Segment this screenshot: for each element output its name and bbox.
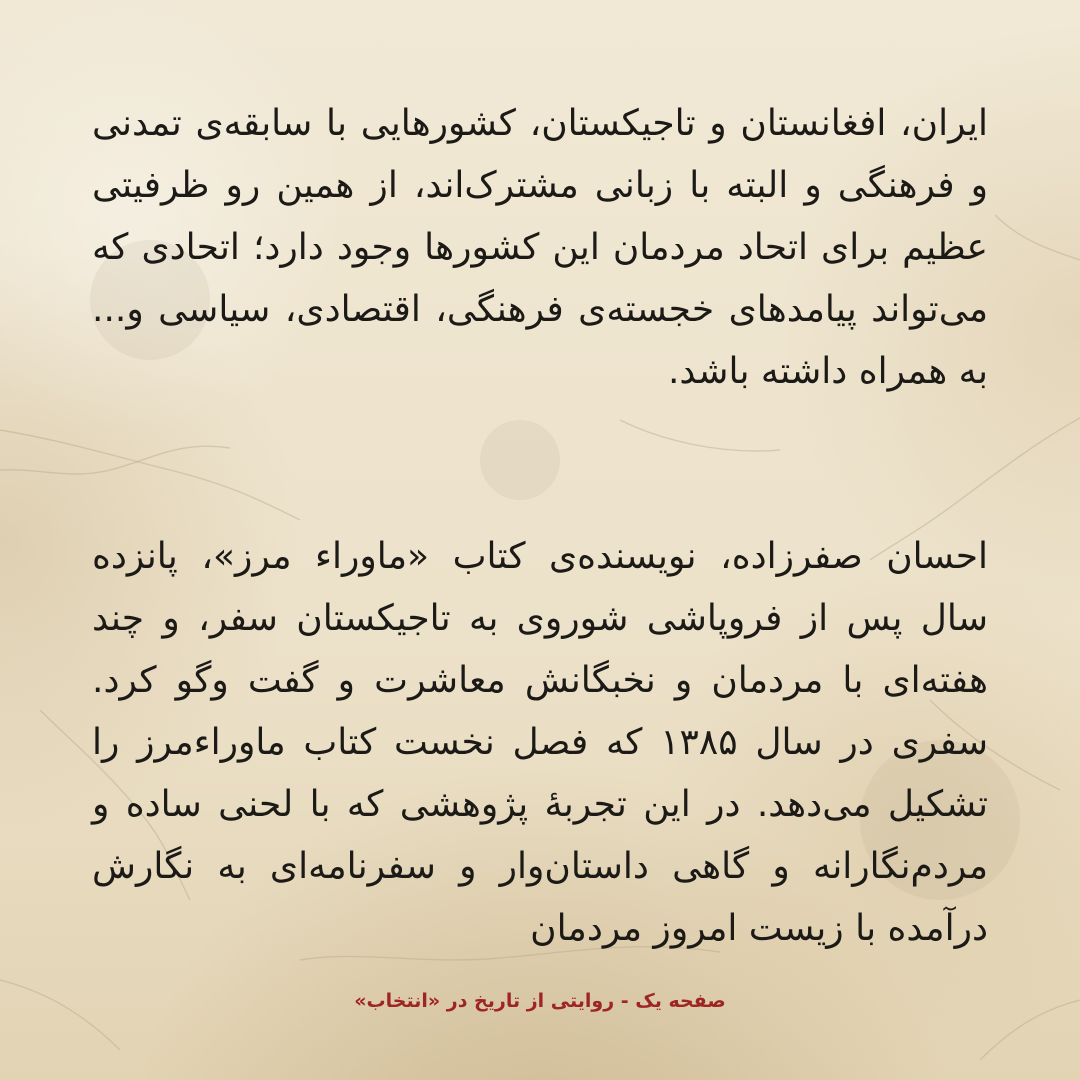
footer-caption: صفحه یک - روایتی از تاریخ در «انتخاب» — [354, 990, 726, 1012]
intro-paragraph: ایران، افغانستان و تاجیکستان، کشورهایی با سابقه‌ی تمدنی و فرهنگی و البته با زبانی مشترک‌اند، از همین رو ظرفیتی عظیم برای اتحاد مردمان این کشورها وجود دارد؛ اتحادی که می‌تواند پیامدهای خجسته‌ی فرهنگی، اقتصادی، سیاسی و... به همراه داشته باشد. — [92, 103, 988, 392]
author-paragraph: احسان صفرزاده، نویسنده‌ی کتاب «ماوراء مرز»، پانزده سال پس از فروپاشی شوروی به تاجیکستان سفر، و چند هفته‌ای با مردمان و نخبگانش معاشرت و گفت وگو کرد. سفری در سال ۱۳۸۵ که فصل نخست کتاب ماوراءمرز را تشکیل می‌دهد. در این تجربهٔ پژوهشی که با لحنی ساده و مردم‌نگارانه و گاهی داستان‌وار و سفرنامه‌ای به نگارش درآمده با زیست امروز مردمان — [92, 536, 988, 949]
